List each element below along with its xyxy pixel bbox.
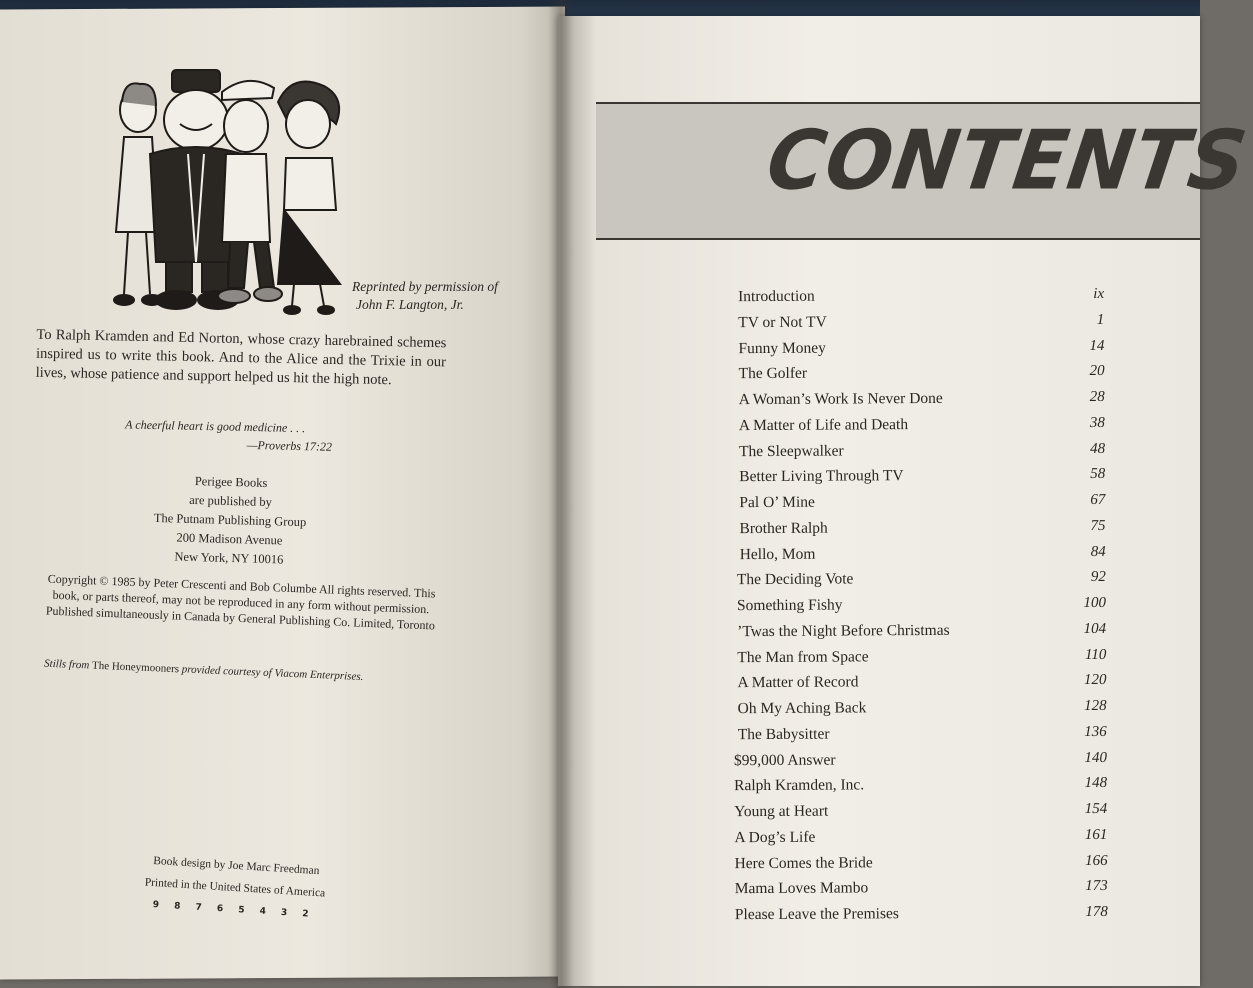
toc-entry-page: 58 <box>1090 466 1106 483</box>
toc-entry <box>734 771 1113 799</box>
toc-entry <box>739 385 1111 413</box>
toc-entry-title: Pal O’ Mine <box>739 493 815 512</box>
print-number-line: 9 8 7 6 5 4 3 2 <box>152 900 315 920</box>
toc-entry <box>738 694 1113 722</box>
epigraph-quote <box>125 415 376 456</box>
toc-entry <box>739 462 1111 490</box>
honeymooners-caricature-illustration <box>110 62 355 324</box>
toc-entry-title: The Man from Space <box>737 647 869 666</box>
quote-text: A cheerful heart is good medicine . . . <box>125 417 306 436</box>
toc-entry-page: 120 <box>1083 672 1107 689</box>
toc-entry <box>737 591 1112 619</box>
toc-entry-page: 14 <box>1089 337 1105 354</box>
toc-entry <box>739 411 1111 439</box>
book-design-credit: Book design by Joe Marc Freedman <box>152 854 320 878</box>
toc-entry-title: A Matter of Life and Death <box>738 415 909 434</box>
toc-entry-page: 110 <box>1084 646 1107 663</box>
toc-entry-page: 128 <box>1084 697 1107 715</box>
toc-entry-title: Funny Money <box>738 339 826 357</box>
publisher-line: New York, NY 10016 <box>174 549 284 567</box>
toc-entry-title: Brother Ralph <box>739 519 828 537</box>
toc-entry-page: 48 <box>1089 440 1106 457</box>
toc-entry-page: 38 <box>1089 414 1105 431</box>
printed-in-line: Printed in the United States of America <box>144 876 326 900</box>
toc-entry-title: The Golfer <box>738 364 808 383</box>
quote-source: —Proverbs 17:22 <box>246 437 333 454</box>
toc-entry-page: 178 <box>1085 903 1108 921</box>
toc-entry-page: 161 <box>1084 826 1108 843</box>
credit-line-1: Reprinted by permission of <box>352 279 498 294</box>
toc-entry-title: $99,000 Answer <box>733 751 836 769</box>
toc-entry <box>734 745 1113 773</box>
toc-entry <box>734 848 1113 876</box>
toc-entry-page: ix <box>1093 285 1105 302</box>
toc-entry <box>737 642 1112 670</box>
toc-entry-page: 1 <box>1096 311 1105 328</box>
stills-show-name: The Honeymooners <box>91 659 180 676</box>
toc-entry <box>735 900 1114 928</box>
toc-entry-title: The Sleepwalker <box>739 442 844 460</box>
publisher-line: are published by <box>189 492 273 510</box>
toc-entry-page: 154 <box>1084 800 1108 818</box>
toc-entry <box>739 359 1111 387</box>
toc-entry-page: 140 <box>1084 749 1107 766</box>
toc-entry-title: Here Comes the Bride <box>734 853 873 872</box>
toc-entry-title: A Matter of Record <box>737 673 859 692</box>
toc-entry-page: 100 <box>1083 594 1107 612</box>
toc-entry <box>737 668 1112 696</box>
publisher-line: 200 Madison Avenue <box>176 530 283 548</box>
toc-entry-title: A Woman’s Work Is Never Done <box>738 389 943 409</box>
toc-entry-title: Hello, Mom <box>739 545 816 563</box>
toc-entry <box>738 333 1110 361</box>
toc-entry-page: 28 <box>1089 388 1105 405</box>
toc-entry-page: 20 <box>1089 363 1105 380</box>
table-of-contents <box>733 282 1114 928</box>
copyright-notice: Copyright © 1985 by Peter Crescenti and Bob Columbe All rights reserved. This book, or parts thereof, may not be reproduced in any form without permission. Published simultaneously in Canada by General Publishing Co. Limited, Toronto <box>45 571 436 633</box>
toc-entry-title: Better Living Through TV <box>739 467 904 486</box>
publisher-info <box>129 470 332 571</box>
toc-entry-title: Please Leave the Premises <box>734 905 899 924</box>
stills-prefix: Stills from <box>43 657 90 672</box>
toc-entry <box>737 565 1112 593</box>
toc-entry-title: The Deciding Vote <box>736 570 854 589</box>
toc-entry-title: Something Fishy <box>736 596 843 615</box>
toc-entry-page: 166 <box>1085 852 1108 869</box>
toc-entry-title: A Dog’s Life <box>734 828 816 846</box>
toc-entry-page: 75 <box>1090 517 1106 534</box>
toc-entry <box>734 823 1113 851</box>
toc-entry <box>740 539 1112 567</box>
toc-entry-title: The Babysitter <box>737 725 830 743</box>
toc-entry <box>734 797 1113 825</box>
illustration-credit <box>352 278 542 314</box>
toc-entry <box>739 488 1111 516</box>
contents-title: CONTENTS <box>761 113 1253 209</box>
toc-entry-title: ’Twas the Night Before Christmas <box>737 621 950 640</box>
toc-entry-page: 84 <box>1090 543 1106 560</box>
toc-entry-page: 136 <box>1084 723 1107 740</box>
toc-entry <box>739 436 1111 464</box>
toc-entry-page: 67 <box>1090 491 1106 508</box>
toc-entry <box>738 720 1113 748</box>
publisher-line: The Putnam Publishing Group <box>153 510 307 530</box>
toc-entry <box>738 308 1110 336</box>
toc-entry-page: 104 <box>1083 620 1107 637</box>
toc-entry-title: Young at Heart <box>734 802 829 821</box>
design-credits <box>118 848 352 928</box>
toc-entry <box>735 874 1114 902</box>
publisher-line: Perigee Books <box>194 474 268 491</box>
toc-entry <box>738 282 1110 310</box>
credit-line-2: John F. Langton, Jr. <box>356 297 464 312</box>
toc-entry-title: Introduction <box>738 287 815 306</box>
book-gutter <box>548 0 574 988</box>
toc-entry-title: TV or Not TV <box>738 313 827 331</box>
toc-entry-page: 148 <box>1084 775 1108 792</box>
toc-entry-page: 173 <box>1085 878 1108 895</box>
toc-entry <box>739 514 1111 542</box>
toc-entry-title: Oh My Aching Back <box>737 699 867 718</box>
stills-suffix: provided courtesy of Viacom Enterprises. <box>181 663 364 683</box>
dedication-text: To Ralph Kramden and Ed Norton, whose crazy harebrained schemes inspired us to write this book. And to the Alice and the Trixie in our lives, whose patience and support helped us hit the high note. <box>35 326 447 389</box>
toc-entry <box>737 617 1112 645</box>
toc-entry-title: Ralph Kramden, Inc. <box>734 776 865 795</box>
toc-entry-title: Mama Loves Mambo <box>734 879 869 898</box>
toc-entry-page: 92 <box>1090 569 1106 586</box>
